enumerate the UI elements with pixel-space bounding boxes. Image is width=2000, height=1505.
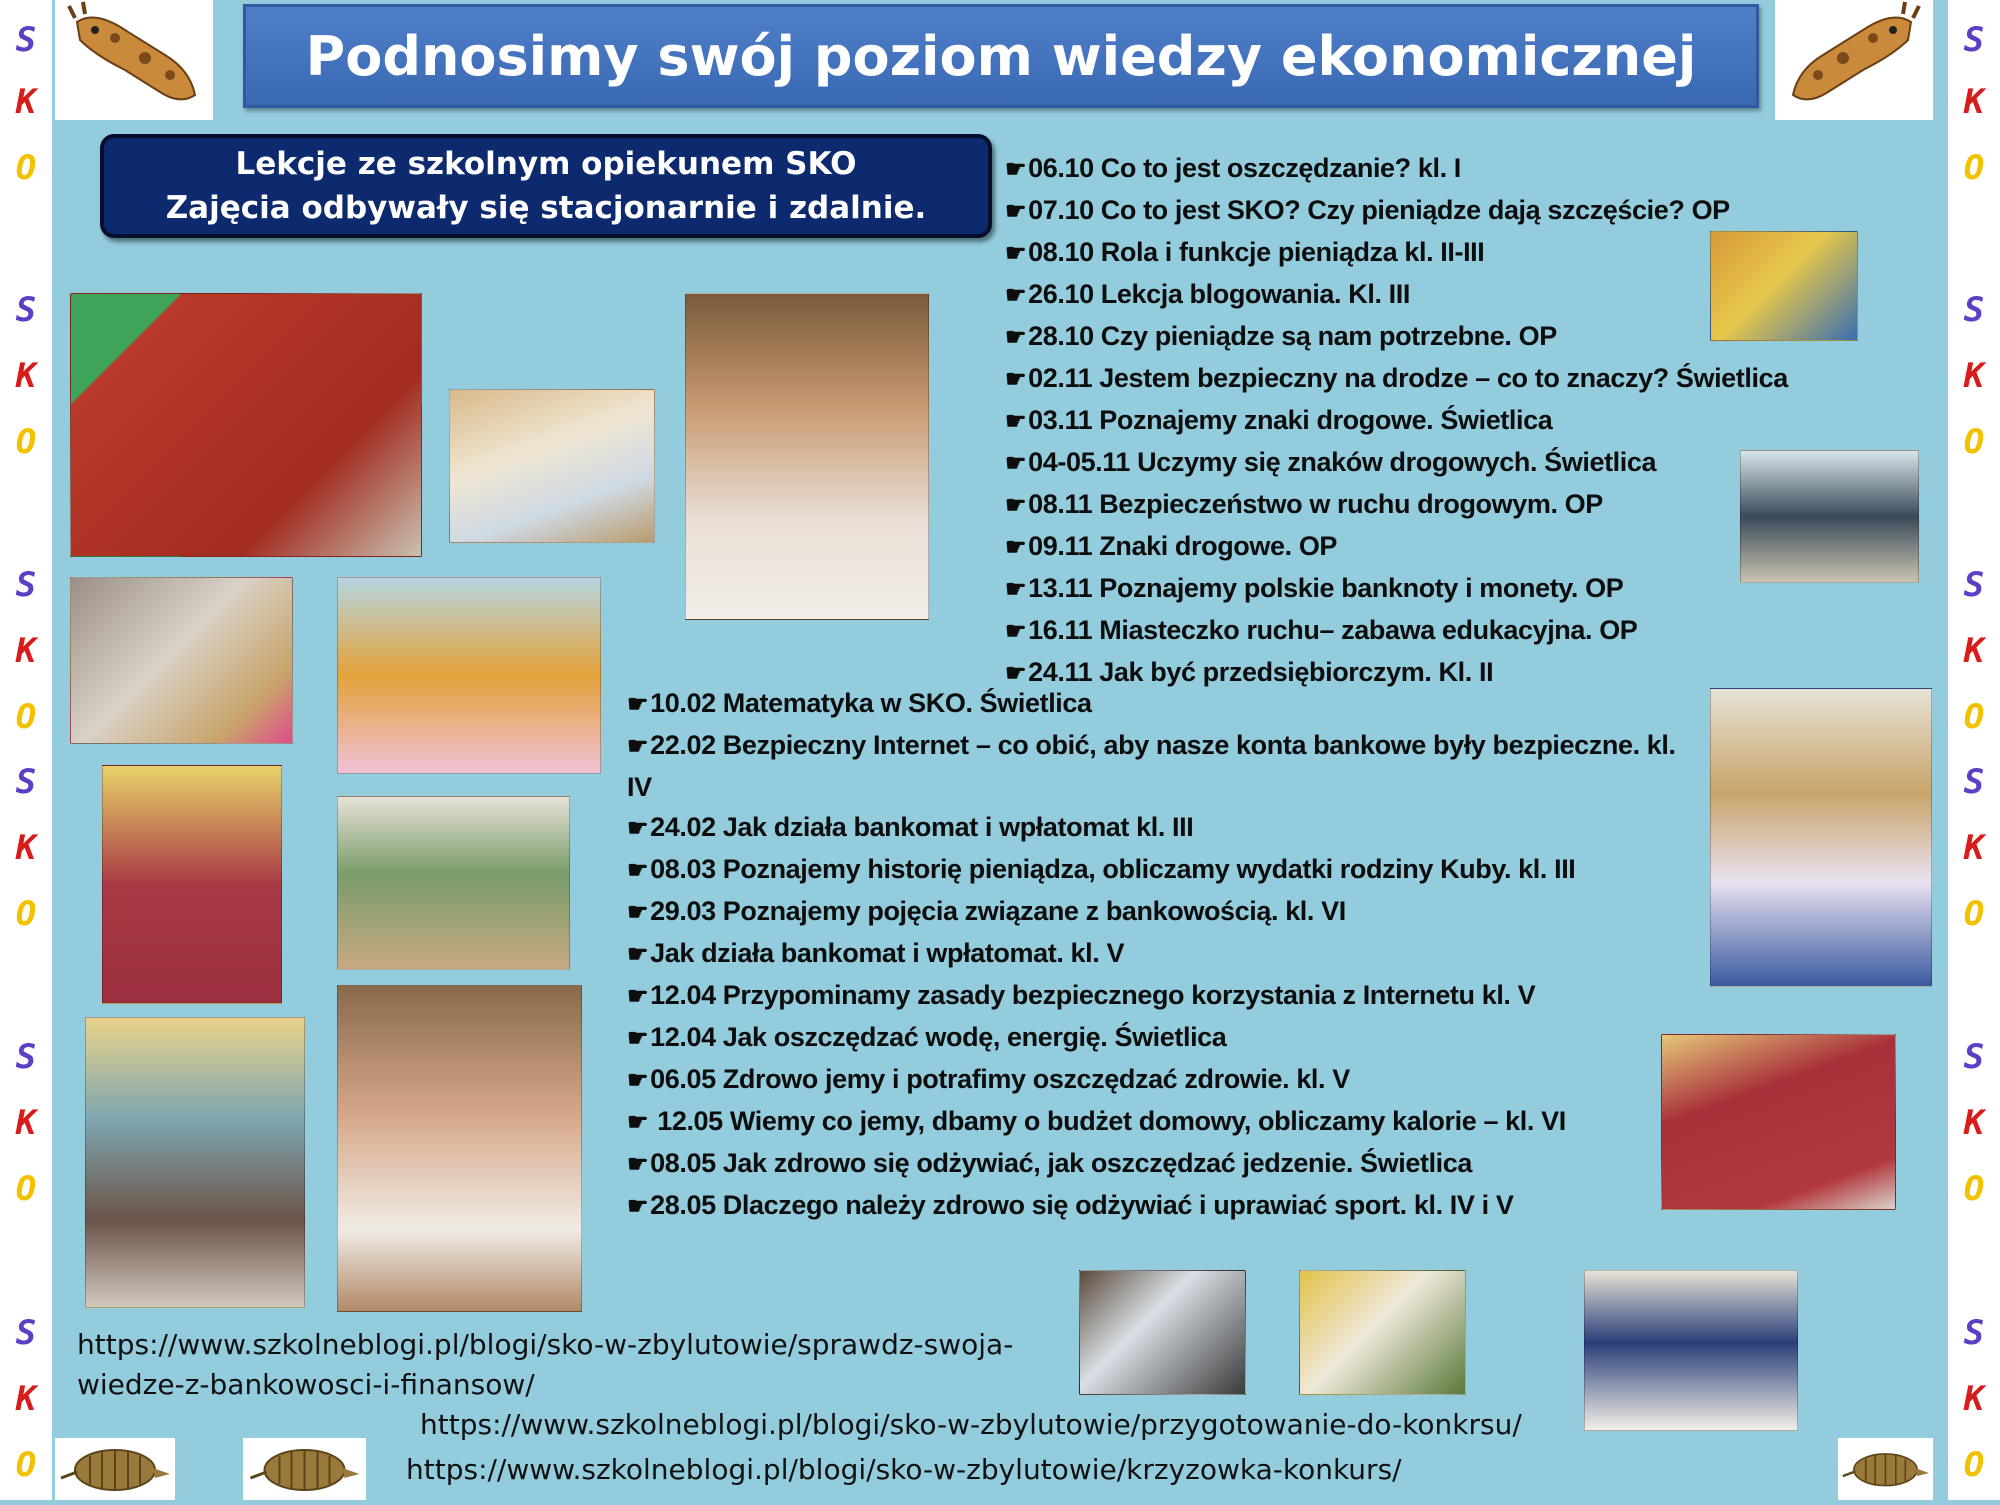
title-banner [243,4,1759,108]
pointing-hand-icon: ☛ [627,941,649,968]
lesson-text: 06.10 Co to jest oszczędzanie? kl. I [1028,153,1461,183]
side-letter-s: S [15,1037,37,1077]
left-letter-strip [0,0,52,1500]
lesson-text: 24.11 Jak być przedsiębiorczym. Kl. II [1028,657,1494,687]
pointing-hand-icon: ☛ [627,1109,649,1136]
side-letter-o: O [1963,148,1985,188]
lesson-text: 24.02 Jak działa bankomat i wpłatomat kl. III [650,812,1194,842]
lesson-text: 10.02 Matematyka w SKO. Świetlica [650,688,1092,718]
photo-online-lesson [1079,1270,1246,1395]
lesson-text: 28.10 Czy pieniądze są nam potrzebne. OP [1028,321,1557,351]
pointing-hand-icon: ☛ [1005,408,1027,435]
lesson-text: 04-05.11 Uczymy się znaków drogowych. Świetlica [1028,447,1657,477]
pointing-hand-icon: ☛ [627,1067,649,1094]
armadillo-icon [55,1438,175,1500]
armadillo-icon [243,1438,366,1500]
lesson-text: Jak działa bankomat i wpłatomat. kl. V [650,938,1125,968]
photo-kids-floor [102,765,282,1004]
side-letter-s: S [15,762,37,802]
pointing-hand-icon: ☛ [627,1193,649,1220]
side-letter-o: O [15,1445,37,1485]
spring-lesson-item [627,1185,1697,1227]
spring-lesson-item [627,1143,1697,1185]
pointing-hand-icon: ☛ [627,983,649,1010]
giraffe-corner-left [55,0,213,120]
photo-girl-smiling [685,293,929,620]
side-letter-o: O [1963,697,1985,737]
side-letter-k: K [15,356,37,396]
side-letter-o: O [1963,1169,1985,1209]
lesson-text: 29.03 Poznajemy pojęcia związane z bankowością. kl. VI [650,896,1346,926]
armadillo-icon [1838,1438,1933,1500]
lesson-text: 12.04 Jak oszczędzać wodę, energię. Świetlica [650,1022,1227,1052]
spring-lesson-item [627,683,1697,725]
lesson-text: 22.02 Bezpieczny Internet – co obić, aby nasze konta bankowe były bezpieczne. kl. IV [627,730,1676,802]
lesson-text: 03.11 Poznajemy znaki drogowe. Świetlica [1028,405,1553,435]
lesson-text: 28.05 Dlaczego należy zdrowo się odżywiać i uprawiać sport. kl. IV i V [650,1190,1514,1220]
photo-boy-desk [1584,1270,1798,1431]
side-letter-k: K [1963,631,1985,671]
side-letter-k: K [1963,82,1985,122]
giraffe-icon [55,0,213,120]
pointing-hand-icon: ☛ [1005,240,1027,267]
lesson-text: 08.03 Poznajemy historię pieniądza, obliczamy wydatki rodziny Kuby. kl. III [650,854,1576,884]
pointing-hand-icon: ☛ [1005,492,1027,519]
spring-lessons-list [627,683,1697,1227]
info-box-line-1: Lekcje ze szkolnym opiekunem SKO [235,146,857,182]
blog-link-2[interactable]: https://www.szkolneblogi.pl/blogi/sko-w-zbylutowie/przygotowanie-do-konkrsu/ [420,1408,1522,1441]
lesson-text: 07.10 Co to jest SKO? Czy pieniądze dają szczęście? OP [1028,195,1730,225]
pointing-hand-icon: ☛ [1005,660,1027,687]
side-letter-k: K [15,1103,37,1143]
autumn-lesson-item [1005,148,1865,190]
right-letter-strip [1948,0,2000,1500]
spring-lesson-item [627,1101,1697,1143]
autumn-lessons-list [1005,148,1865,694]
pointing-hand-icon: ☛ [1005,324,1027,351]
side-letter-o: O [15,697,37,737]
spring-lesson-item [627,1017,1697,1059]
lesson-text: 12.04 Przypominamy zasady bezpiecznego korzystania z Internetu kl. V [650,980,1536,1010]
side-letter-k: K [15,82,37,122]
pointing-hand-icon: ☛ [1005,534,1027,561]
side-letter-s: S [15,565,37,605]
pointing-hand-icon: ☛ [627,1151,649,1178]
blog-link-1-line-1[interactable]: https://www.szkolneblogi.pl/blogi/sko-w-zbylutowie/sprawdz-swoja- [77,1328,1014,1361]
pointing-hand-icon: ☛ [1005,450,1027,477]
photo-teacher-class [1710,688,1932,987]
pointing-hand-icon: ☛ [627,733,649,760]
side-letter-k: K [1963,356,1985,396]
side-letter-o: O [1963,1445,1985,1485]
side-letter-k: K [15,828,37,868]
photo-kids-table-top [1710,231,1858,341]
side-letter-o: O [15,894,37,934]
pointing-hand-icon: ☛ [1005,366,1027,393]
autumn-lesson-item [1005,610,1865,652]
pointing-hand-icon: ☛ [627,899,649,926]
lesson-text: 26.10 Lekcja blogowania. Kl. III [1028,279,1410,309]
lesson-text: 16.11 Miasteczko ruchu– zabawa edukacyjna. OP [1028,615,1638,645]
lesson-text: 02.11 Jestem bezpieczny na drodze – co to znaczy? Świetlica [1028,363,1788,393]
pointing-hand-icon: ☛ [1005,618,1027,645]
side-letter-s: S [1963,565,1985,605]
autumn-lesson-item [1005,442,1865,484]
spring-lesson-item [627,975,1697,1017]
spring-lesson-item [627,891,1697,933]
side-letter-s: S [1963,1313,1985,1353]
lesson-text: 12.05 Wiemy co jemy, dbamy o budżet domowy, obliczamy kalorie – kl. VI [650,1106,1566,1136]
page-title: Podnosimy swój poziom wiedzy ekonomicznej [305,24,1697,88]
photo-class-raised-hands [337,796,570,970]
photo-child-drawing [1299,1270,1466,1395]
armadillo-corner-1 [55,1438,175,1500]
lesson-text: 06.05 Zdrowo jemy i potrafimy oszczędzać zdrowie. kl. V [650,1064,1350,1094]
lesson-text: 09.11 Znaki drogowe. OP [1028,531,1338,561]
photo-table-work [85,1017,305,1308]
lesson-text: 08.11 Bezpieczeństwo w ruchu drogowym. OP [1028,489,1603,519]
photo-class-desks [1740,450,1919,583]
side-letter-s: S [1963,762,1985,802]
side-letter-o: O [15,148,37,188]
side-letter-k: K [1963,1103,1985,1143]
lesson-text: 08.10 Rola i funkcje pieniądza kl. II-III [1028,237,1485,267]
info-box-line-2: Zajęcia odbywały się stacjonarnie i zdalnie. [165,190,927,226]
side-letter-s: S [1963,20,1985,60]
side-letter-s: S [15,290,37,330]
giraffe-corner-right [1775,0,1933,120]
side-letter-o: O [15,422,37,462]
autumn-lesson-item [1005,568,1865,610]
info-box [100,134,992,238]
side-letter-k: K [15,1379,37,1419]
side-letter-s: S [15,20,37,60]
lesson-text: 08.05 Jak zdrowo się odżywiać, jak oszczędzać jedzenie. Świetlica [650,1148,1473,1178]
side-letter-k: K [1963,1379,1985,1419]
side-letter-o: O [15,1169,37,1209]
spring-lesson-item [627,849,1697,891]
pointing-hand-icon: ☛ [1005,156,1027,183]
pointing-hand-icon: ☛ [627,1025,649,1052]
blog-link-1-line-2[interactable]: wiedze-z-bankowosci-i-finansow/ [77,1368,535,1401]
spring-lesson-item [627,1059,1697,1101]
giraffe-icon [1775,0,1933,120]
autumn-lesson-item [1005,526,1865,568]
photo-girls-reading [337,985,582,1312]
side-letter-s: S [1963,1037,1985,1077]
armadillo-corner-2 [243,1438,366,1500]
pointing-hand-icon: ☛ [1005,576,1027,603]
side-letter-k: K [1963,828,1985,868]
photo-girls-masks [337,577,601,774]
blog-link-3[interactable]: https://www.szkolneblogi.pl/blogi/sko-w-zbylutowie/krzyzowka-konkurs/ [406,1453,1402,1486]
photo-kids-red-carpet [1661,1034,1896,1210]
autumn-lesson-item [1005,484,1865,526]
autumn-lesson-item [1005,358,1865,400]
spring-lesson-item [627,807,1697,849]
blog-link-1[interactable] [77,1325,1013,1405]
spring-lesson-item [627,933,1697,975]
autumn-lesson-item [1005,400,1865,442]
pointing-hand-icon: ☛ [1005,282,1027,309]
photo-boy-writing [70,577,293,744]
side-letter-s: S [15,1313,37,1353]
pointing-hand-icon: ☛ [627,857,649,884]
pointing-hand-icon: ☛ [627,691,649,718]
spring-lesson-item [627,725,1687,807]
side-letter-o: O [1963,894,1985,934]
pointing-hand-icon: ☛ [627,815,649,842]
side-letter-s: S [1963,290,1985,330]
side-letter-o: O [1963,422,1985,462]
photo-children-circle [70,293,422,557]
side-letter-k: K [15,631,37,671]
photo-workbooks [449,389,655,543]
armadillo-corner-3 [1838,1438,1933,1500]
pointing-hand-icon: ☛ [1005,198,1027,225]
lesson-text: 13.11 Poznajemy polskie banknoty i monety. OP [1028,573,1624,603]
autumn-lesson-item [1005,190,1865,232]
